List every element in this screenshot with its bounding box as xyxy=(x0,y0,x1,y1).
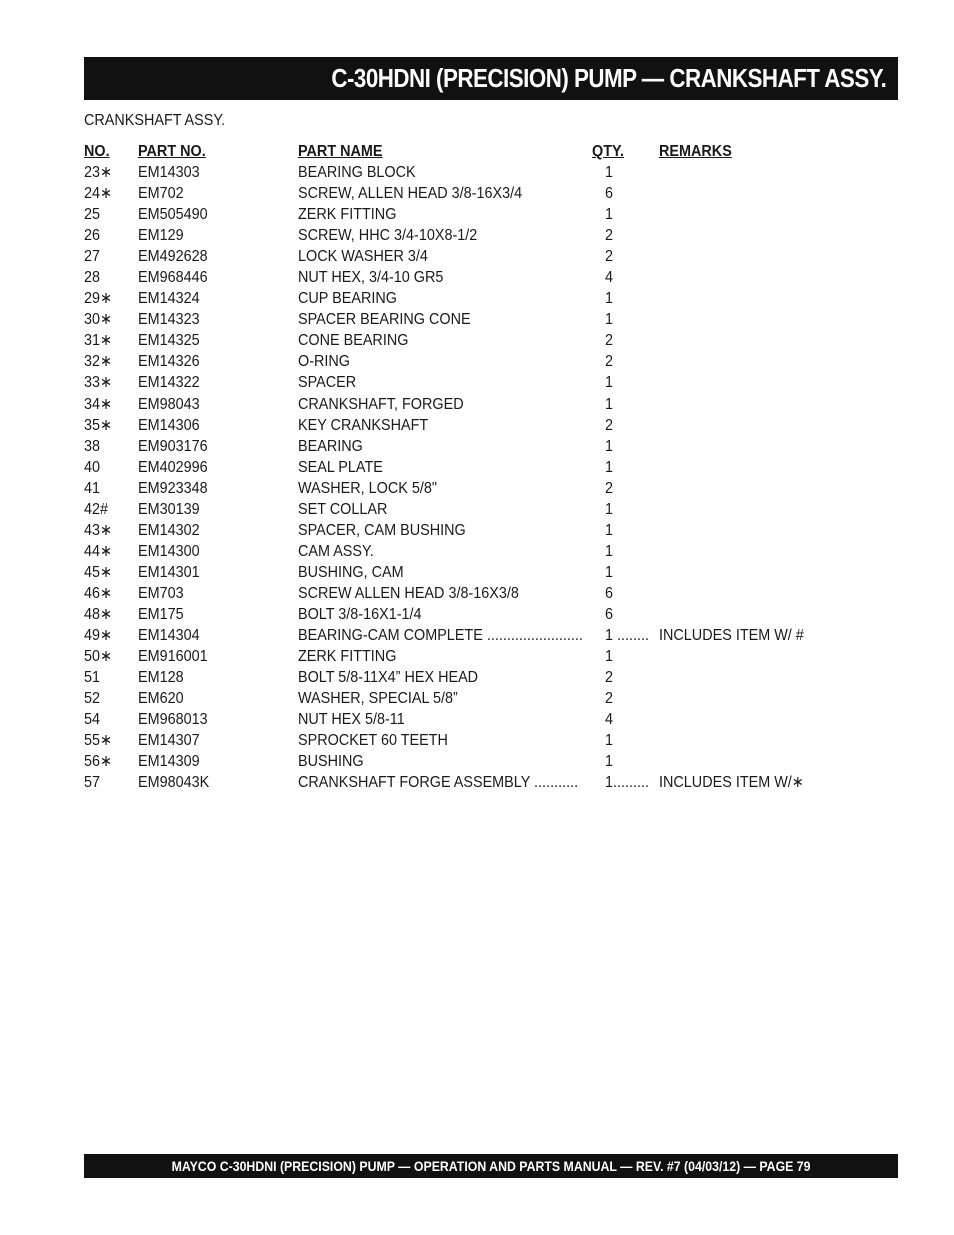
section-label: CRANKSHAFT ASSY. xyxy=(84,112,226,129)
cell-qty: 2 xyxy=(605,669,614,687)
cell-qty: 4 xyxy=(605,711,614,729)
cell-qty: 1 xyxy=(605,732,614,750)
cell-no: 26 xyxy=(84,227,101,245)
cell-part-name: KEY CRANKSHAFT xyxy=(298,416,429,434)
table-row xyxy=(84,751,844,772)
column-header-part-no: PART NO. xyxy=(138,143,206,160)
cell-part-no: EM402996 xyxy=(138,458,208,476)
table-row xyxy=(84,330,844,351)
table-row xyxy=(84,288,844,309)
cell-qty: 2 xyxy=(605,353,614,371)
cell-no: 50∗ xyxy=(84,648,113,666)
cell-qty: 4 xyxy=(605,269,614,287)
page-title: C-30HDNI (PRECISION) PUMP — CRANKSHAFT ASSY. xyxy=(331,63,886,93)
cell-part-no: EM14309 xyxy=(138,753,200,771)
cell-qty: 1 xyxy=(605,521,614,539)
cell-part-name: SPACER, CAM BUSHING xyxy=(298,521,466,539)
cell-qty: 1 xyxy=(605,648,614,666)
table-row xyxy=(84,183,844,204)
cell-part-no: EM14300 xyxy=(138,542,200,560)
cell-no: 42# xyxy=(84,500,109,518)
cell-no: 41 xyxy=(84,479,101,497)
cell-no: 45∗ xyxy=(84,563,113,581)
cell-qty: 1 xyxy=(605,311,614,329)
cell-no: 25 xyxy=(84,206,101,224)
cell-qty: 1 ........ xyxy=(605,627,650,645)
table-row xyxy=(84,688,844,709)
cell-part-no: EM702 xyxy=(138,185,184,203)
cell-qty: 2 xyxy=(605,690,614,708)
cell-part-name: BEARING BLOCK xyxy=(298,164,416,181)
cell-qty: 1 xyxy=(605,395,614,413)
cell-part-name: SCREW, HHC 3/4-10X8-1/2 xyxy=(298,227,478,245)
cell-no: 40 xyxy=(84,458,101,476)
cell-no: 56∗ xyxy=(84,753,113,771)
cell-qty: 1 xyxy=(605,542,614,560)
cell-part-name: WASHER, LOCK 5/8" xyxy=(298,479,438,497)
cell-part-no: EM98043 xyxy=(138,395,200,413)
cell-part-name: BUSHING, CAM xyxy=(298,563,404,581)
cell-qty: 6 xyxy=(605,584,614,602)
cell-no: 44∗ xyxy=(84,542,113,560)
cell-part-no: EM620 xyxy=(138,690,184,708)
cell-qty: 1 xyxy=(605,164,614,181)
cell-part-name: ZERK FITTING xyxy=(298,648,397,666)
cell-part-name: BEARING xyxy=(298,437,363,455)
cell-no: 49∗ xyxy=(84,627,113,645)
table-row xyxy=(84,415,844,436)
cell-part-name: CAM ASSY. xyxy=(298,542,374,560)
cell-part-no: EM968013 xyxy=(138,711,208,729)
column-header-no: NO. xyxy=(84,143,110,160)
cell-part-name: CUP BEARING xyxy=(298,290,397,308)
table-row xyxy=(84,246,844,267)
table-row xyxy=(84,436,844,457)
cell-qty: 1 xyxy=(605,500,614,518)
table-row xyxy=(84,730,844,751)
table-row xyxy=(84,625,844,646)
cell-remarks: INCLUDES ITEM W/∗ xyxy=(659,774,804,792)
cell-qty: 1 xyxy=(605,753,614,771)
cell-part-no: EM14306 xyxy=(138,416,200,434)
table-row xyxy=(84,772,844,793)
cell-no: 55∗ xyxy=(84,732,113,750)
cell-no: 28 xyxy=(84,269,101,287)
table-row xyxy=(84,667,844,688)
parts-table xyxy=(84,141,844,793)
cell-part-no: EM14301 xyxy=(138,563,200,581)
cell-no: 29∗ xyxy=(84,290,113,308)
cell-part-no: EM14322 xyxy=(138,374,200,392)
table-row xyxy=(84,583,844,604)
cell-qty: 2 xyxy=(605,332,614,350)
table-row xyxy=(84,646,844,667)
cell-no: 27 xyxy=(84,248,101,266)
cell-part-no: EM128 xyxy=(138,669,184,687)
cell-part-name: CRANKSHAFT FORGE ASSEMBLY ........... xyxy=(298,774,579,792)
table-row xyxy=(84,394,844,415)
cell-qty: 2 xyxy=(605,248,614,266)
cell-part-no: EM505490 xyxy=(138,206,208,224)
table-row xyxy=(84,225,844,246)
cell-qty: 6 xyxy=(605,605,614,623)
cell-part-no: EM129 xyxy=(138,227,184,245)
cell-qty: 6 xyxy=(605,185,614,203)
cell-no: 52 xyxy=(84,690,101,708)
cell-part-no: EM968446 xyxy=(138,269,208,287)
cell-no: 54 xyxy=(84,711,101,729)
cell-no: 35∗ xyxy=(84,416,113,434)
table-row xyxy=(84,709,844,730)
cell-part-no: EM14304 xyxy=(138,627,200,645)
table-row xyxy=(84,541,844,562)
cell-part-no: EM14324 xyxy=(138,290,200,308)
cell-no: 46∗ xyxy=(84,584,113,602)
cell-part-name: WASHER, SPECIAL 5/8” xyxy=(298,690,458,708)
cell-part-name: SPACER xyxy=(298,374,357,392)
cell-no: 23∗ xyxy=(84,164,113,181)
cell-part-name: BUSHING xyxy=(298,753,364,771)
cell-part-no: EM14323 xyxy=(138,311,200,329)
cell-part-name: NUT HEX 5/8-11 xyxy=(298,711,405,729)
table-row xyxy=(84,478,844,499)
cell-qty: 2 xyxy=(605,479,614,497)
table-row xyxy=(84,204,844,225)
cell-no: 31∗ xyxy=(84,332,113,350)
cell-no: 34∗ xyxy=(84,395,113,413)
table-row xyxy=(84,604,844,625)
cell-qty: 2 xyxy=(605,416,614,434)
cell-part-name: O-RING xyxy=(298,353,351,371)
cell-no: 57 xyxy=(84,774,101,792)
cell-no: 48∗ xyxy=(84,605,113,623)
cell-part-no: EM14326 xyxy=(138,353,200,371)
cell-part-name: ZERK FITTING xyxy=(298,206,397,224)
cell-qty: 1 xyxy=(605,206,614,224)
table-row xyxy=(84,309,844,330)
cell-remarks: INCLUDES ITEM W/ # xyxy=(659,627,804,645)
table-row xyxy=(84,267,844,288)
cell-no: 51 xyxy=(84,669,101,687)
footer-bar xyxy=(84,1154,898,1178)
table-row xyxy=(84,351,844,372)
cell-part-no: EM98043K xyxy=(138,774,210,792)
cell-part-name: BEARING-CAM COMPLETE ........................ xyxy=(298,627,583,645)
table-row xyxy=(84,499,844,520)
cell-qty: 1 xyxy=(605,458,614,476)
cell-no: 30∗ xyxy=(84,311,113,329)
cell-part-name: SPROCKET 60 TEETH xyxy=(298,732,448,750)
cell-part-no: EM175 xyxy=(138,605,184,623)
cell-part-name: SCREW, ALLEN HEAD 3/8-16X3/4 xyxy=(298,185,523,203)
cell-no: 24∗ xyxy=(84,185,113,203)
cell-no: 33∗ xyxy=(84,374,113,392)
cell-part-no: EM14307 xyxy=(138,732,200,750)
table-header-row xyxy=(84,141,844,162)
cell-qty: 1 xyxy=(605,437,614,455)
cell-part-name: SEAL PLATE xyxy=(298,458,383,476)
page-title-bar xyxy=(84,57,898,100)
cell-qty: 2 xyxy=(605,227,614,245)
table-row xyxy=(84,562,844,583)
cell-part-no: EM14325 xyxy=(138,332,200,350)
cell-part-no: EM14302 xyxy=(138,521,200,539)
cell-qty: 1 xyxy=(605,374,614,392)
table-row xyxy=(84,162,844,183)
cell-part-no: EM923348 xyxy=(138,479,208,497)
cell-qty: 1 xyxy=(605,290,614,308)
cell-part-name: NUT HEX, 3/4-10 GR5 xyxy=(298,269,444,287)
cell-part-name: CRANKSHAFT, FORGED xyxy=(298,395,464,413)
column-header-remarks: REMARKS xyxy=(659,143,732,160)
table-row xyxy=(84,372,844,393)
cell-part-no: EM916001 xyxy=(138,648,208,666)
cell-no: 32∗ xyxy=(84,353,113,371)
cell-part-name: SCREW ALLEN HEAD 3/8-16X3/8 xyxy=(298,584,519,602)
cell-part-no: EM703 xyxy=(138,584,184,602)
cell-qty: 1......... xyxy=(605,774,650,792)
cell-part-no: EM14303 xyxy=(138,164,200,181)
cell-part-name: SPACER BEARING CONE xyxy=(298,311,471,329)
column-header-qty: QTY. xyxy=(592,143,625,160)
cell-part-name: SET COLLAR xyxy=(298,500,388,518)
cell-qty: 1 xyxy=(605,563,614,581)
cell-no: 38 xyxy=(84,437,101,455)
cell-part-name: CONE BEARING xyxy=(298,332,409,350)
cell-part-no: EM30139 xyxy=(138,500,200,518)
column-header-part-name: PART NAME xyxy=(298,143,383,160)
cell-no: 43∗ xyxy=(84,521,113,539)
cell-part-name: LOCK WASHER 3/4 xyxy=(298,248,428,266)
cell-part-name: BOLT 5/8-11X4” HEX HEAD xyxy=(298,669,479,687)
cell-part-no: EM903176 xyxy=(138,437,208,455)
table-row xyxy=(84,457,844,478)
table-row xyxy=(84,520,844,541)
cell-part-no: EM492628 xyxy=(138,248,208,266)
cell-part-name: BOLT 3/8-16X1-1/4 xyxy=(298,605,422,623)
footer-text: MAYCO C-30HDNI (PRECISION) PUMP — OPERATION AND PARTS MANUAL — REV. #7 (04/03/12) — PAGE 79 xyxy=(171,1158,811,1174)
